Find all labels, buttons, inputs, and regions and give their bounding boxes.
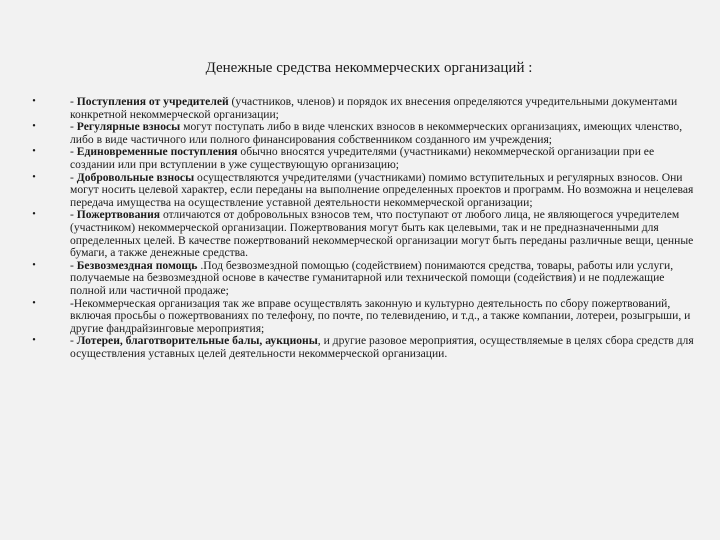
item-prefix: - — [70, 95, 77, 108]
item-text: осуществляются учредителями (участниками) помимо вступительных и регулярных взносов. Они могут носить целевой характер, если переданы на выполнение определенных проектов и программ. Но возможна и нецелевая передача имущества на осуществление уставной деятельности некоммерческой организации; — [70, 170, 694, 209]
bullet-icon: • — [32, 209, 36, 221]
list-item — [28, 172, 696, 210]
item-prefix: - — [70, 334, 77, 348]
item-term: Поступления от учредителей — [76, 95, 229, 108]
item-prefix: - — [70, 208, 77, 222]
bullet-icon: • — [32, 146, 36, 158]
item-term: Безвозмездная помощь — [76, 258, 198, 272]
slide-title: Денежные средства некоммерческих организаций : — [205, 60, 533, 76]
item-term: Регулярные взносы — [76, 120, 181, 134]
item-prefix: - — [70, 120, 77, 134]
list-item — [28, 146, 696, 171]
list-item — [28, 335, 696, 360]
list-item — [28, 96, 696, 121]
bullet-icon: • — [32, 297, 36, 309]
item-prefix: - — [70, 258, 77, 272]
item-text: , и другие разовое мероприятия, осуществляемые в целях сбора средств для осуществления уставных целей деятельности некоммерческой организации. — [70, 334, 694, 360]
item-text: (участников, членов) и порядок их внесения определяются учредительными документами конкретной некоммерческой организации; — [70, 95, 678, 121]
list-item — [28, 298, 696, 336]
bullet-icon: • — [32, 259, 36, 271]
item-text: обычно вносятся учредителями (участниками) некоммерческой организации при ее создании или при вступлении в уже существующую организацию; — [70, 145, 655, 171]
item-text: .Под безвозмездной помощью (содействием) понимаются средства, товары, работы или услуги, получаемые на безвозмездной основе в качестве гуманитарной или технической помощи (содействия) и не подлежащие полной или частичной продаже; — [70, 258, 674, 297]
item-term: Пожертвования — [76, 208, 161, 222]
bullet-icon: • — [32, 96, 36, 107]
bullet-icon: • — [32, 121, 36, 133]
item-text: отличаются от добровольных взносов тем, что поступают от любого лица, не являющегося учредителем (участником) некоммерческой организации. Пожертвования могут быть как целевыми, так и не предназначенными для определенных целей. В качестве пожертвований некоммерческой организации могут быть переданы различные вещи, ценные бумаги, а также денежные средства. — [70, 208, 694, 260]
item-prefix: - — [70, 145, 77, 159]
bullet-icon: • — [32, 171, 36, 183]
bullet-list — [28, 96, 696, 360]
list-item — [28, 209, 696, 259]
item-term: Добровольные взносы — [76, 170, 195, 184]
item-prefix: - — [70, 170, 77, 184]
item-text: могут поступать либо в виде членских взносов в некоммерческих организациях, имеющих членство, либо в виде частичного или полного финансирования собственником созданного им учреждения; — [70, 120, 683, 146]
list-item — [28, 260, 696, 298]
item-prefix: - — [70, 296, 74, 310]
item-text: Некоммерческая организация так же вправе осуществлять законную и культурно деятельность по сбору пожертвований, включая просьбы о пожертвованиях по телефону, по почте, по телевидению, и т.д., а также компании, лотереи, розыгрыши, и другие фандрайзинговые мероприятия; — [70, 296, 691, 335]
list-item — [28, 121, 696, 146]
item-term: Единовременные поступления — [76, 145, 238, 159]
bullet-icon: • — [32, 335, 36, 347]
item-term: Лотереи, благотворительные балы, аукционы — [76, 334, 318, 348]
